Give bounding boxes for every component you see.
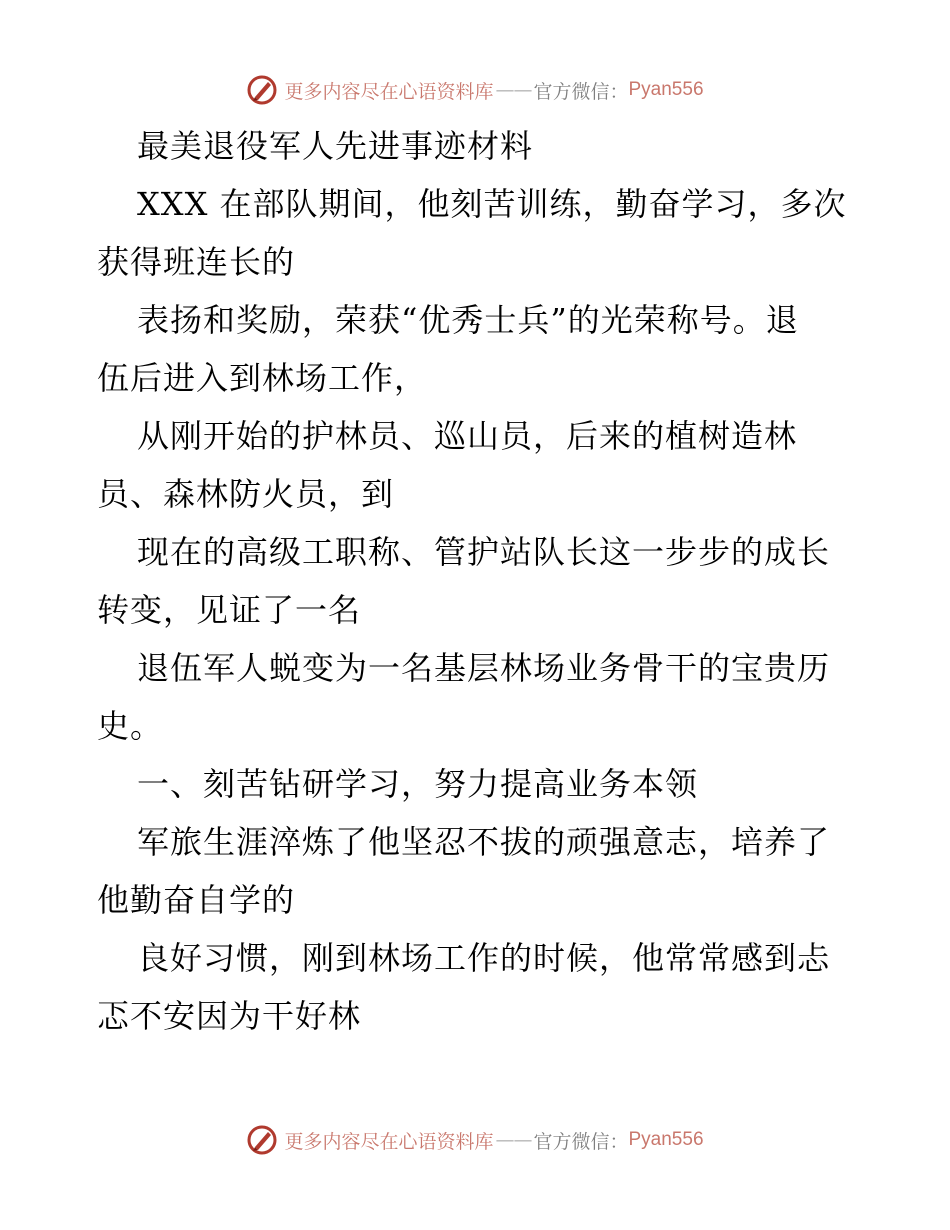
- footer-watermark: [0, 1120, 950, 1160]
- watermark-wechat-id: Pyan556: [628, 1129, 704, 1150]
- paragraph-line: 员、森林防火员，到: [97, 475, 395, 513]
- paragraph-line: 表扬和奖励，荣获“优秀士兵”的光荣称号。退: [137, 301, 799, 339]
- quill-logo-icon: [246, 1124, 278, 1156]
- paragraph-line: 伍后进入到林场工作，: [97, 359, 428, 397]
- paragraph-line: 军旅生涯淬炼了他坚忍不拔的顽强意志，培养了: [137, 823, 831, 861]
- paragraph-line: 现在的高级工职称、管护站队长这一步步的成长: [137, 533, 831, 571]
- paragraph-line: 良好习惯，刚到林场工作的时候，他常常感到忐: [137, 939, 831, 977]
- header-watermark: [0, 70, 950, 110]
- paragraph-line: 他勤奋自学的: [97, 881, 296, 919]
- paragraph-line: 忑不安因为干好林: [97, 997, 362, 1035]
- paragraph-line: XXX 在部队期间，他刻苦训练，勤奋学习，多次: [137, 185, 847, 223]
- section-heading: 一、刻苦钻研学习，努力提高业务本领: [137, 765, 699, 803]
- watermark-separator: ——: [495, 79, 532, 101]
- paragraph-line: 获得班连长的: [97, 243, 296, 281]
- watermark-site-text: 更多内容尽在心语资料库: [284, 80, 494, 103]
- paragraph-line: 从刚开始的护林员、巡山员，后来的植树造林: [137, 417, 798, 455]
- watermark-separator: ——: [495, 1129, 532, 1151]
- document-title: 最美退役军人先进事迹材料: [137, 127, 534, 165]
- quill-logo-icon: [246, 74, 278, 106]
- watermark-site-text: 更多内容尽在心语资料库: [284, 1130, 494, 1153]
- paragraph-line: 退伍军人蜕变为一名基层林场业务骨干的宝贵历: [137, 649, 831, 687]
- watermark-wechat-id: Pyan556: [628, 79, 704, 100]
- document-body: [97, 117, 857, 1045]
- watermark-wechat-label: 官方微信：: [533, 1130, 629, 1153]
- paragraph-line: 史。: [97, 707, 164, 745]
- paragraph-line: 转变，见证了一名: [97, 591, 362, 629]
- watermark-wechat-label: 官方微信：: [533, 80, 629, 103]
